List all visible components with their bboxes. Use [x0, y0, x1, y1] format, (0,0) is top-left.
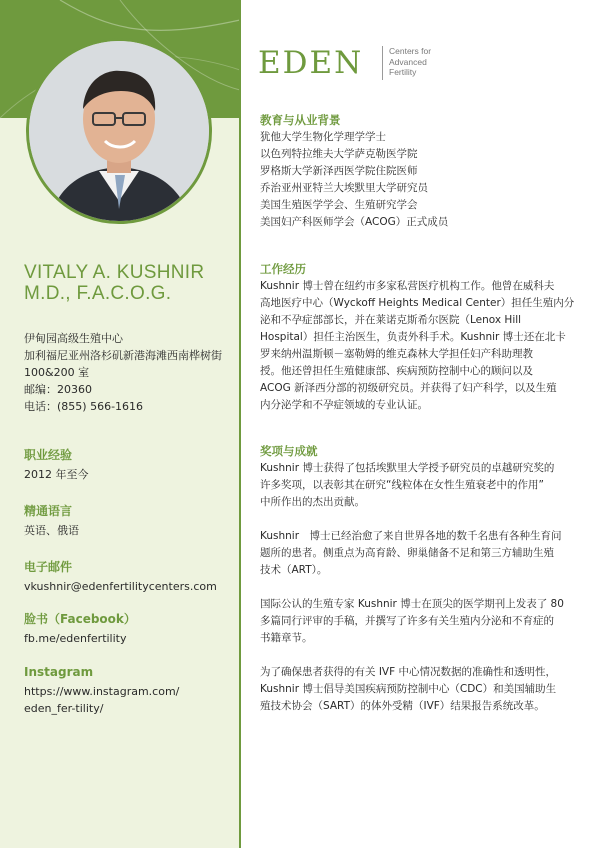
experience-section — [24, 447, 234, 483]
awards-line: 为了确保患者获得的有关 IVF 中心情况数据的准确性和透明性， — [260, 666, 556, 678]
column-divider — [239, 0, 241, 848]
education-item: 美国生殖医学学会、生殖研究学会 — [260, 199, 418, 211]
logo-subtitle-line: Advanced — [389, 56, 427, 67]
paragraph-gap — [260, 647, 586, 664]
languages-section — [24, 503, 234, 539]
languages-heading: 精通语言 — [24, 504, 73, 518]
contact-address — [24, 330, 234, 415]
work-line: 授。他还曾担任生殖健康部、疾病预防控制中心的顾问以及 — [260, 365, 533, 377]
experience-heading: 职业经验 — [24, 448, 73, 462]
work-line: Kushnir 博士曾在纽约市多家私营医疗机构工作。他曾在威科夫 — [260, 280, 555, 292]
work-line: ACOG 新泽西分部的初级研究员。并获得了妇产科学，以及生殖 — [260, 382, 557, 394]
awards-line: 殖技术协会（SART）的体外受精（IVF）结果报告系统改革。 — [260, 700, 545, 712]
awards-paragraph — [260, 528, 586, 579]
awards-line: 多篇同行评审的手稿，并撰写了许多有关生殖内分泌和不育症的 — [260, 615, 554, 627]
awards-paragraph — [260, 596, 586, 647]
name-line-2: M.D., F.A.C.O.G. — [24, 283, 172, 304]
instagram-heading: Instagram — [24, 665, 94, 679]
email-link[interactable]: vkushnir@edenfertilitycenters.com — [24, 580, 217, 593]
awards-line: 书籍章节。 — [260, 632, 313, 644]
logo-separator — [382, 46, 383, 80]
email-heading: 电子邮件 — [24, 560, 73, 574]
contact-line: 邮编：20360 — [24, 383, 92, 396]
logo-wordmark: EDEN — [258, 45, 364, 81]
education-item: 美国妇产科医师学会（ACOG）正式成员 — [260, 216, 449, 228]
doctor-name — [24, 262, 234, 304]
awards-line: Kushnir 博士已经治愈了来自世界各地的数千名患有各种生育问 — [260, 530, 562, 542]
awards-line: 题所的患者。侧重点为高育龄、卵巢储备不足和第三方辅助生殖 — [260, 547, 554, 559]
awards-line: 许多奖项，以表彰其在研究“线粒体在女性生殖衰老中的作用” — [260, 479, 544, 491]
work-line: 泌和不孕症部部长，并在莱诺克斯希尔医院（Lenox Hill — [260, 314, 522, 326]
work-line: 高地医疗中心（Wyckoff Heights Medical Center）担任生殖内分 — [260, 297, 575, 309]
education-section — [260, 112, 586, 231]
awards-paragraph — [260, 664, 586, 715]
awards-line: 国际公认的生殖专家 Kushnir 博士在顶尖的医学期刊上发表了 80 — [260, 598, 564, 610]
work-line: 罗来纳州温斯顿－塞勒姆的维克森林大学担任妇产科助理教 — [260, 348, 533, 360]
paragraph-gap — [260, 579, 586, 596]
experience-value: 2012 年至今 — [24, 468, 89, 481]
instagram-link-line[interactable]: https://www.instagram.com/ — [24, 685, 180, 698]
education-item: 犹他大学生物化学理学学士 — [260, 131, 386, 143]
work-section — [260, 261, 586, 414]
logo-subtitle — [389, 46, 431, 78]
awards-line: Kushnir 博士倡导美国疾病预防控制中心（CDC）和美国辅助生 — [260, 683, 557, 695]
awards-line: 技术（ART）。 — [260, 564, 328, 576]
portrait-icon — [29, 41, 209, 221]
awards-heading: 奖项与成就 — [260, 444, 318, 458]
education-item: 乔治亚州亚特兰大埃默里大学研究员 — [260, 182, 428, 194]
name-line-1: VITALY A. KUSHNIR — [24, 262, 205, 283]
contact-line: 加利福尼亚州洛杉矶新港海滩西南桦树街 — [24, 349, 222, 362]
instagram-link-line[interactable]: eden_fer-tility/ — [24, 702, 104, 715]
work-line: Hospital）担任主治医生，负责外科手术。Kushnir 博士还在北卡 — [260, 331, 566, 343]
logo-subtitle-line: Centers for — [389, 46, 432, 56]
instagram-section — [24, 664, 234, 717]
email-section — [24, 559, 234, 595]
awards-section — [260, 443, 586, 715]
portrait-photo — [26, 38, 212, 224]
paragraph-gap — [260, 511, 586, 528]
awards-line: Kushnir 博士获得了包括埃默里大学授予研究员的卓越研究奖的 — [260, 462, 555, 474]
facebook-heading: 脸书（Facebook） — [24, 612, 136, 626]
logo-subtitle-line: Fertility — [389, 67, 417, 77]
facebook-section — [24, 611, 234, 647]
work-line: 内分泌学和不孕症领域的专业认证。 — [260, 399, 428, 411]
contact-line: 100&200 室 — [24, 366, 90, 379]
facebook-link[interactable]: fb.me/edenfertility — [24, 632, 127, 645]
education-item: 罗格斯大学新泽西医学院住院医师 — [260, 165, 418, 177]
awards-line: 中所作出的杰出贡献。 — [260, 496, 365, 508]
languages-value: 英语、俄语 — [24, 524, 79, 537]
awards-paragraph — [260, 460, 586, 511]
education-item: 以色列特拉维夫大学萨克勒医学院 — [260, 148, 418, 160]
education-heading: 教育与从业背景 — [260, 113, 341, 127]
contact-line: 电话：(855) 566-1616 — [24, 400, 144, 413]
contact-line: 伊甸园高级生殖中心 — [24, 332, 123, 345]
work-heading: 工作经历 — [260, 262, 306, 276]
